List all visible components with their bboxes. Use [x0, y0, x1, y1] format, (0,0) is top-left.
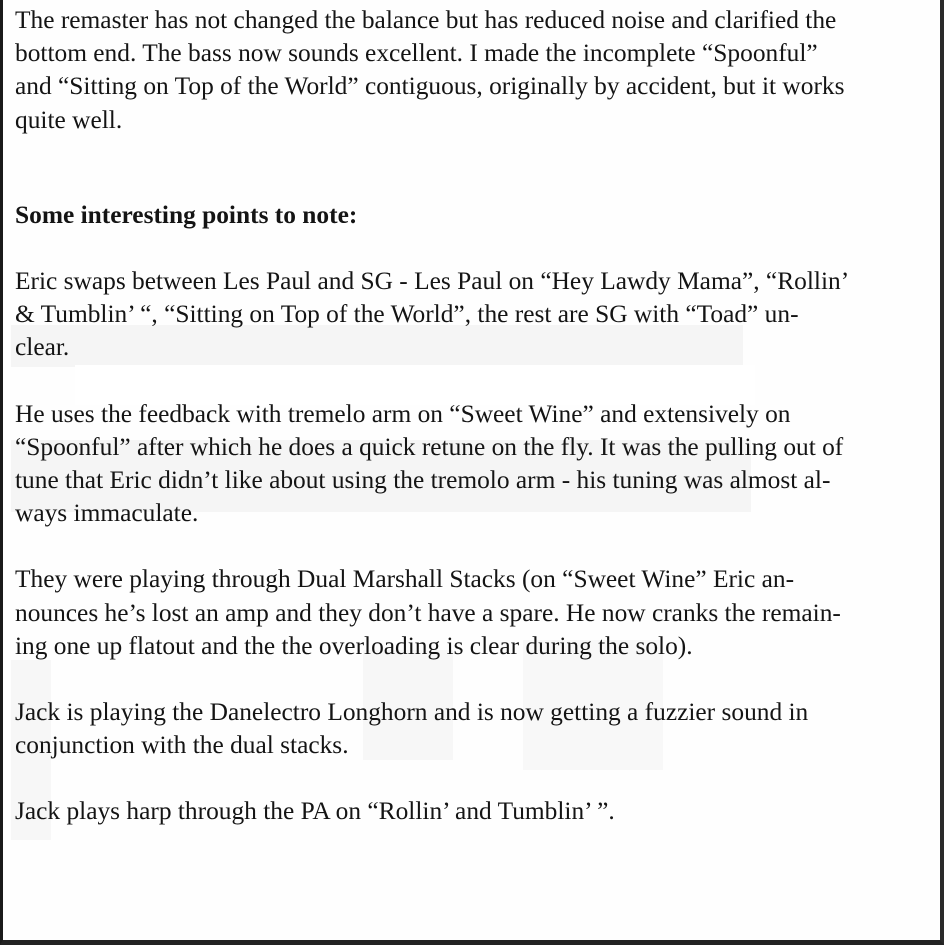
text-line: They were playing through Dual Marshall Stacks (on “Sweet Wine” Eric an-: [15, 565, 795, 594]
text-line: Eric swaps between Les Paul and SG - Les Paul on “Hey Lawdy Mama”, “Rollin’: [15, 267, 850, 296]
paragraph-remaster: [15, 4, 930, 137]
text-line: & Tumblin’ “, “Sitting on Top of the World”, the rest are SG with “Toad” un-: [15, 300, 799, 329]
text-line: conjunction with the dual stacks.: [15, 731, 349, 760]
text-line: ways immaculate.: [15, 499, 199, 528]
section-heading: [15, 199, 930, 232]
text-line: “Spoonful” after which he does a quick retune on the fly. It was the pulling out of: [15, 432, 844, 461]
document-body: [15, 4, 930, 829]
text-line: Jack plays harp through the PA on “Rollin’ and Tumblin’ ”.: [15, 797, 615, 826]
text-line: ing one up flatout and the the overloading is clear during the solo).: [15, 631, 693, 660]
paragraph-danelectro: [15, 696, 930, 762]
heading-text: Some interesting points to note:: [15, 200, 358, 229]
text-line: clear.: [15, 333, 70, 362]
text-line: and “Sitting on Top of the World” contiguous, originally by accident, but it works: [15, 72, 845, 101]
text-line: Jack is playing the Danelectro Longhorn and is now getting a fuzzier sound in: [15, 698, 809, 727]
paragraph-harp: [15, 795, 930, 828]
text-line: nounces he’s lost an amp and they don’t have a spare. He now cranks the remain-: [15, 598, 841, 627]
text-line: quite well.: [15, 105, 123, 134]
paragraph-guitars: [15, 265, 930, 365]
text-line: tune that Eric didn’t like about using the tremolo arm - his tuning was almost al-: [15, 466, 831, 495]
paragraph-marshall: [15, 563, 930, 663]
text-line: The remaster has not changed the balance but has reduced noise and clarified the: [15, 6, 837, 34]
paragraph-feedback: [15, 398, 930, 531]
text-line: He uses the feedback with tremelo arm on “Sweet Wine” and extensively on: [15, 399, 791, 428]
text-line: bottom end. The bass now sounds excellent. I made the incomplete “Spoonful”: [15, 39, 818, 68]
